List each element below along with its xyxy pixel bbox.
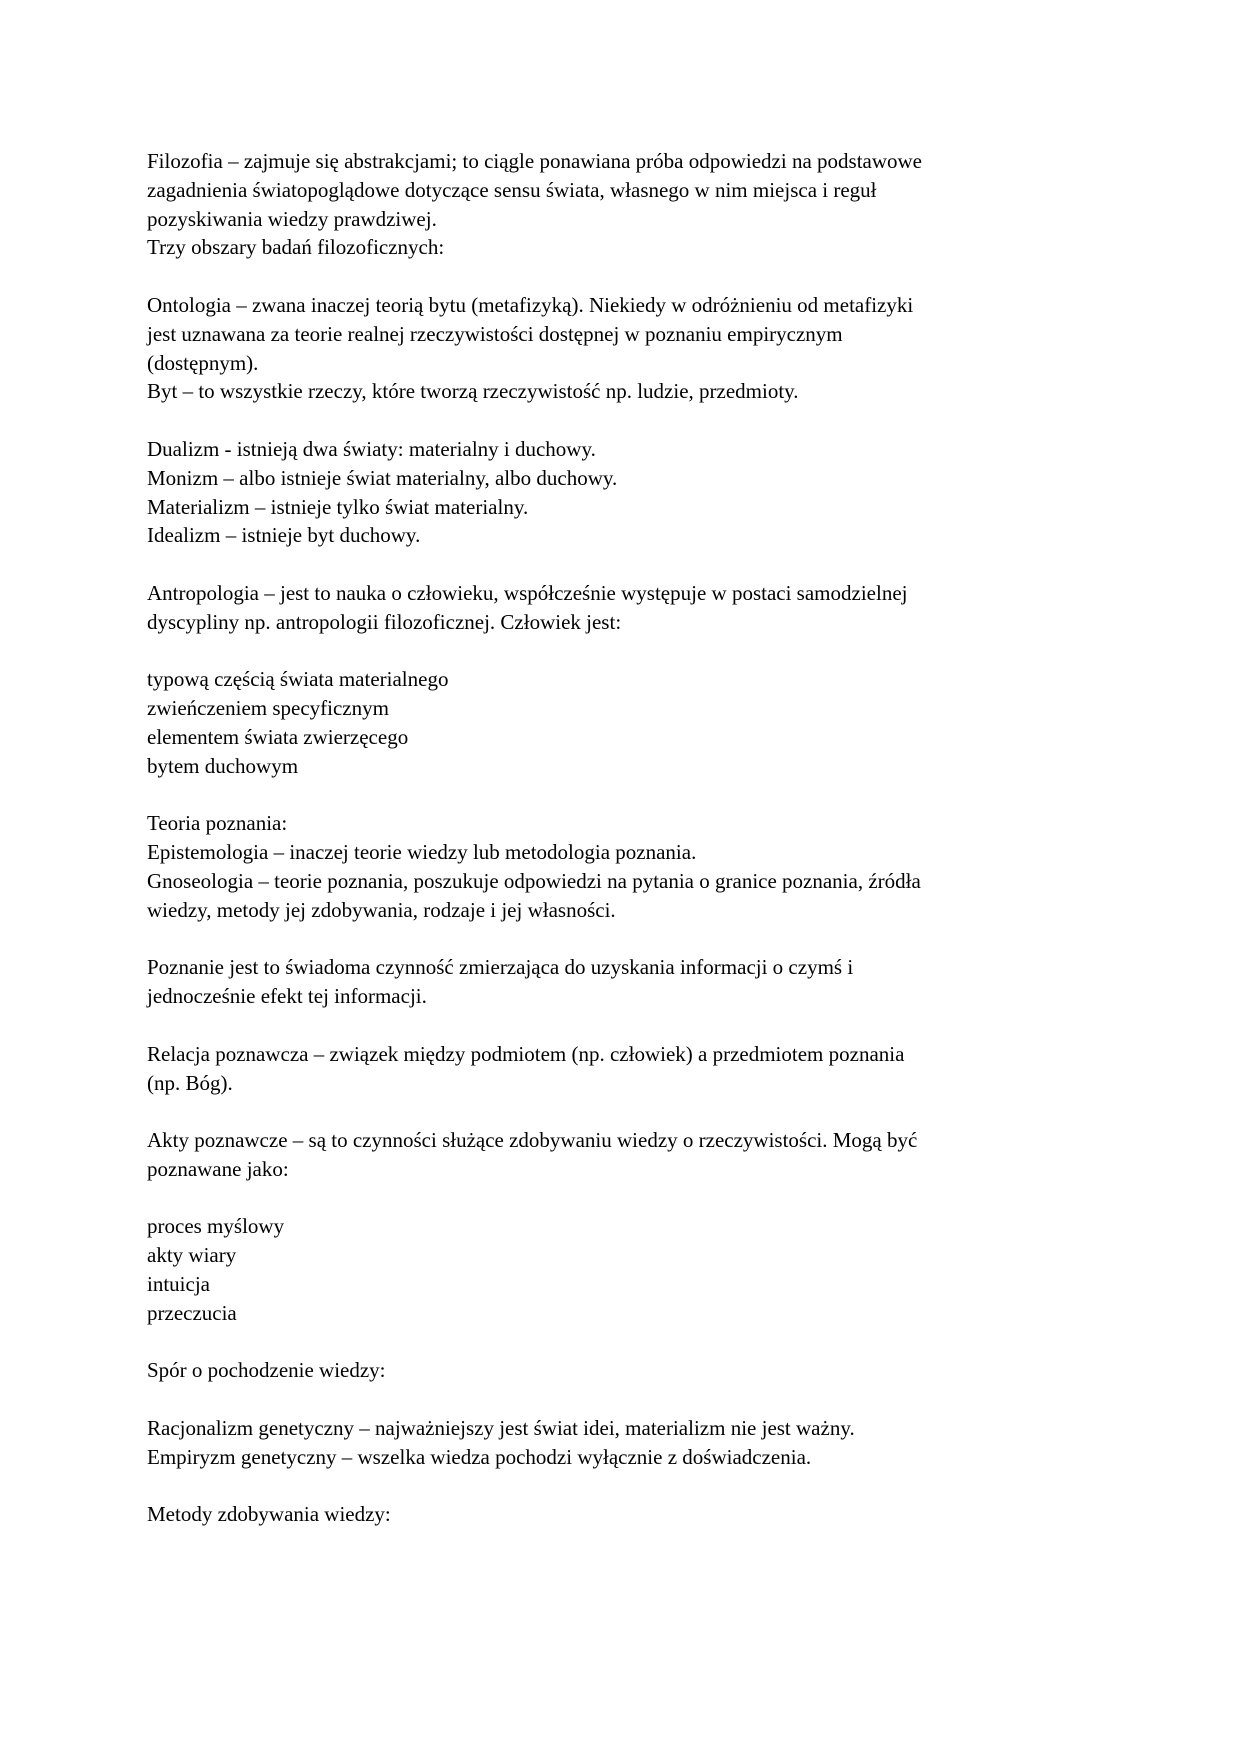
text-line: Empiryzm genetyczny – wszelka wiedza pochodzi wyłącznie z doświadczenia.	[147, 1444, 812, 1469]
text-line: Epistemologia – inaczej teorie wiedzy lub metodologia poznania.	[147, 840, 697, 865]
text-line: proces myślowy	[147, 1214, 285, 1239]
document-page	[147, 147, 1097, 1529]
text-line: Poznanie jest to świadoma czynność zmierzająca do uzyskania informacji o czymś i	[147, 955, 854, 980]
text-line: przeczucia	[147, 1300, 237, 1325]
blank-line	[147, 1328, 1097, 1357]
blank-line	[147, 1097, 1097, 1126]
text-line: Akty poznawcze – są to czynności służące zdobywaniu wiedzy o rzeczywistości. Mogą być	[147, 1128, 918, 1153]
text-line: Ontologia – zwana inaczej teorią bytu (metafizyką). Niekiedy w odróżnieniu od metafizyki	[147, 292, 914, 317]
text-line: Relacja poznawcza – związek między podmiotem (np. człowiek) a przedmiotem poznania	[147, 1041, 905, 1066]
blank-line	[147, 262, 1097, 291]
text-line: intuicja	[147, 1272, 210, 1297]
text-line: dyscypliny np. antropologii filozoficznej. Człowiek jest:	[147, 609, 622, 634]
text-line: Antropologia – jest to nauka o człowieku, współcześnie występuje w postaci samodzielnej	[147, 580, 908, 605]
text-line: Metody zdobywania wiedzy:	[147, 1502, 391, 1527]
text-line: jest uznawana za teorie realnej rzeczywistości dostępnej w poznaniu empirycznym	[147, 321, 843, 346]
text-line: Filozofia – zajmuje się abstrakcjami; to ciągle ponawiana próba odpowiedzi na podstawowe	[147, 149, 923, 173]
text-line: Monizm – albo istnieje świat materialny, albo duchowy.	[147, 465, 618, 490]
text-line: Dualizm - istnieją dwa światy: materialny i duchowy.	[147, 436, 596, 461]
text-line: jednocześnie efekt tej informacji.	[147, 984, 427, 1009]
blank-line	[147, 781, 1097, 810]
text-line: (np. Bóg).	[147, 1070, 233, 1095]
blank-line	[147, 406, 1097, 435]
blank-line	[147, 925, 1097, 954]
blank-line	[147, 550, 1097, 579]
text-line: Idealizm – istnieje byt duchowy.	[147, 523, 421, 548]
text-line: Byt – to wszystkie rzeczy, które tworzą rzeczywistość np. ludzie, przedmioty.	[147, 379, 799, 404]
text-line: Materializm – istnieje tylko świat materialny.	[147, 494, 529, 519]
text-line: pozyskiwania wiedzy prawdziwej.	[147, 206, 437, 231]
text-line: bytem duchowym	[147, 753, 299, 778]
text-line: Racjonalizm genetyczny – najważniejszy jest świat idei, materializm nie jest ważny.	[147, 1416, 855, 1441]
blank-line	[147, 637, 1097, 666]
text-line: (dostępnym).	[147, 350, 259, 375]
text-line: zagadnienia światopoglądowe dotyczące sensu świata, własnego w nim miejsca i reguł	[147, 177, 877, 202]
blank-line	[147, 1472, 1097, 1501]
text-line: Trzy obszary badań filozoficznych:	[147, 235, 445, 260]
text-line: typową częścią świata materialnego	[147, 667, 449, 692]
blank-line	[147, 1011, 1097, 1040]
blank-line	[147, 1184, 1097, 1213]
text-line: wiedzy, metody jej zdobywania, rodzaje i jej własności.	[147, 897, 616, 922]
text-line: zwieńczeniem specyficznym	[147, 696, 389, 721]
text-line: poznawane jako:	[147, 1156, 289, 1181]
text-line: Spór o pochodzenie wiedzy:	[147, 1358, 386, 1383]
text-line: akty wiary	[147, 1243, 237, 1268]
text-line: Teoria poznania:	[147, 811, 288, 836]
text-line: elementem świata zwierzęcego	[147, 724, 409, 749]
text-line: Gnoseologia – teorie poznania, poszukuje odpowiedzi na pytania o granice poznania, źródła	[147, 868, 921, 893]
blank-line	[147, 1385, 1097, 1414]
